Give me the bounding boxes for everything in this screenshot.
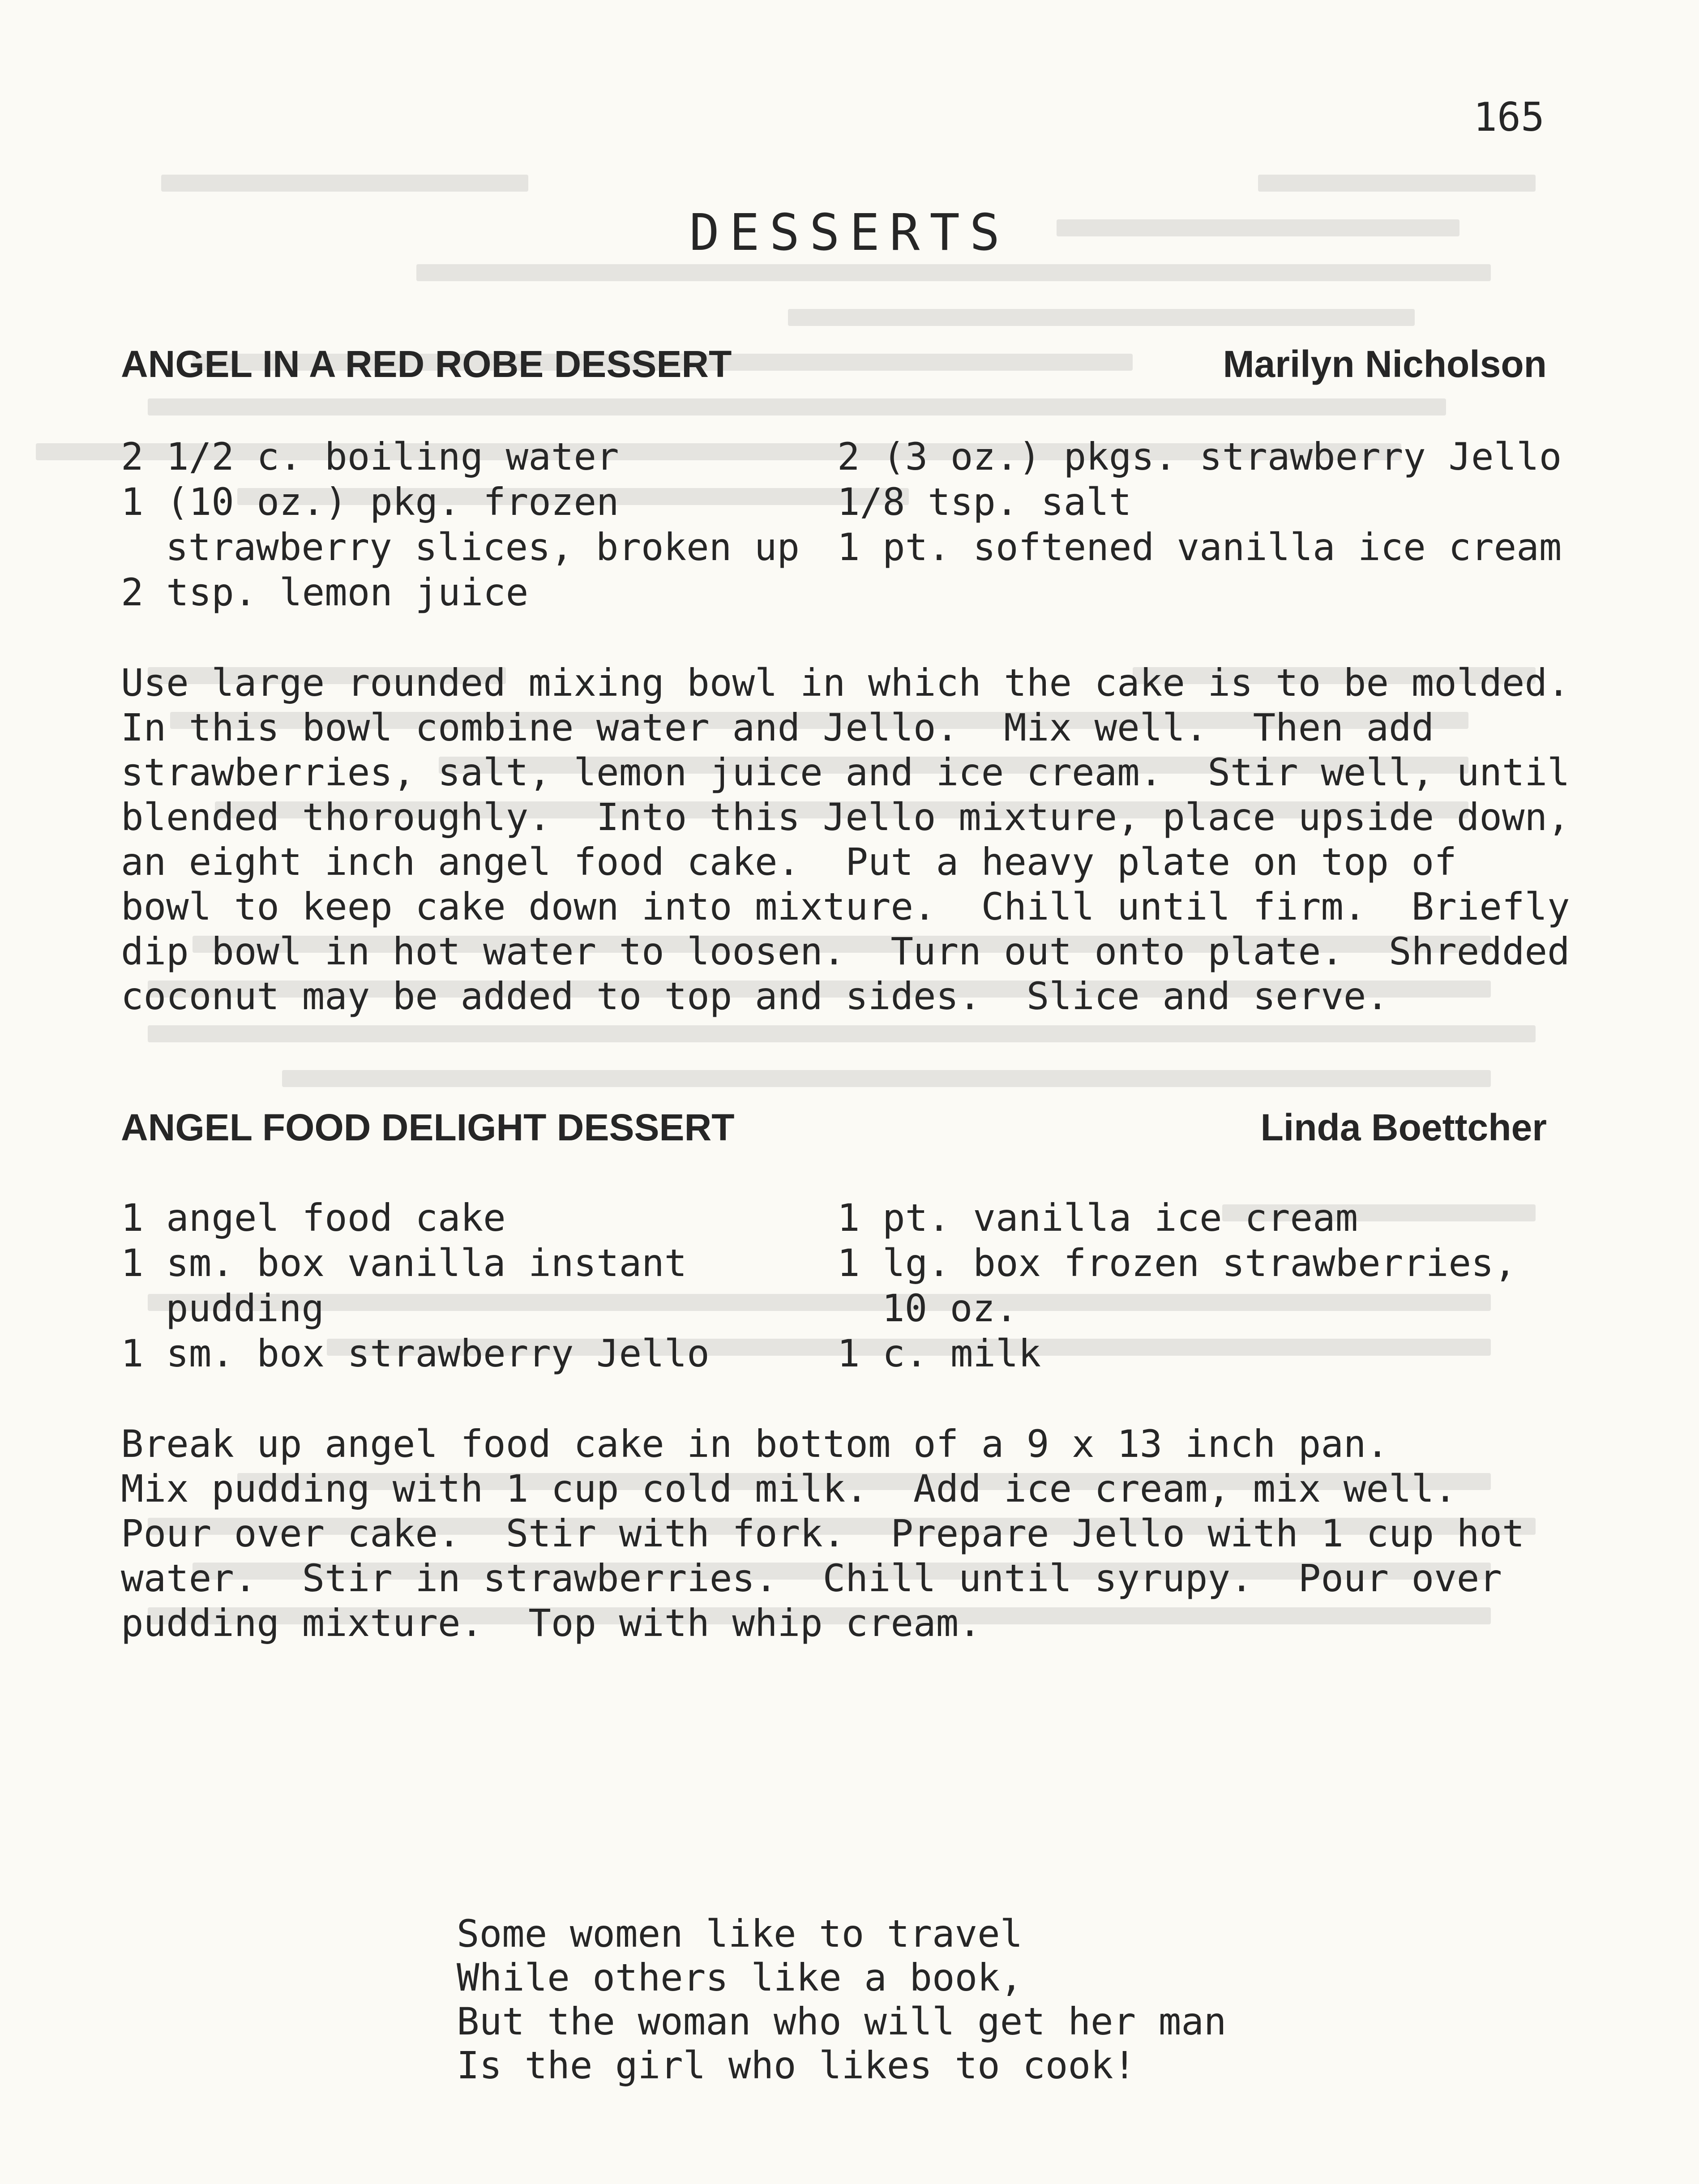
poem-line: Is the girl who likes to cook! xyxy=(457,2043,1136,2087)
ingredient: 2 tsp. lemon juice xyxy=(121,570,529,614)
ingredients-right xyxy=(837,434,1562,570)
poem xyxy=(457,1912,1226,2087)
poem-line: Some women like to travel xyxy=(457,1912,1023,1956)
ingredient: 1 angel food cake xyxy=(121,1196,506,1240)
ingredient: 2 (3 oz.) pkgs. strawberry Jello xyxy=(837,435,1562,479)
direction-line: water. Stir in strawberries. Chill until syrupy. Pour over xyxy=(121,1556,1502,1600)
poem-line: While others like a book, xyxy=(457,1956,1023,2000)
recipe-author: Marilyn Nicholson xyxy=(1223,343,1547,385)
direction-line: Use large rounded mixing bowl in which the cake is to be molded. xyxy=(121,661,1570,705)
page-number: 165 xyxy=(1473,94,1545,140)
direction-line: blended thoroughly. Into this Jello mixture, place upside down, xyxy=(121,795,1570,839)
ingredient: 1 lg. box frozen strawberries, xyxy=(837,1241,1517,1285)
direction-line: pudding mixture. Top with whip cream. xyxy=(121,1601,981,1645)
show-through-line xyxy=(416,264,1491,281)
recipe-header xyxy=(121,343,1547,386)
ingredients-left xyxy=(121,434,819,615)
ingredient: 2 1/2 c. boiling water xyxy=(121,435,619,479)
ingredient: 1 pt. vanilla ice cream xyxy=(837,1196,1358,1240)
direction-line: coconut may be added to top and sides. Slice and serve. xyxy=(121,974,1389,1018)
show-through-line xyxy=(148,398,1446,415)
ingredient: 1 (10 oz.) pkg. frozen xyxy=(121,480,619,524)
ingredient: 1 c. milk xyxy=(837,1332,1041,1375)
ingredient: 10 oz. xyxy=(882,1286,1018,1330)
direction-line: Mix pudding with 1 cup cold milk. Add ice cream, mix well. xyxy=(121,1467,1457,1511)
recipe-header xyxy=(121,1106,1547,1149)
direction-line: strawberries, salt, lemon juice and ice cream. Stir well, until xyxy=(121,750,1570,794)
ingredient: 1 sm. box strawberry Jello xyxy=(121,1332,710,1375)
show-through-line xyxy=(788,309,1415,326)
direction-line: an eight inch angel food cake. Put a heavy plate on top of xyxy=(121,840,1457,884)
recipe-title: ANGEL FOOD DELIGHT DESSERT xyxy=(121,1106,735,1148)
recipe-author: Linda Boettcher xyxy=(1260,1106,1547,1148)
show-through-line xyxy=(282,1070,1491,1087)
direction-line: In this bowl combine water and Jello. Mix well. Then add xyxy=(121,706,1434,749)
recipe-directions xyxy=(121,1422,1576,1645)
recipe-directions xyxy=(121,660,1576,1019)
show-through-line xyxy=(1258,175,1536,192)
direction-line: dip bowl in hot water to loosen. Turn out onto plate. Shredded xyxy=(121,929,1570,973)
section-title: DESSERTS xyxy=(689,204,1010,262)
poem-line: But the woman who will get her man xyxy=(457,2000,1227,2043)
ingredients-left xyxy=(121,1195,819,1376)
ingredient: strawberry slices, broken up xyxy=(166,525,800,569)
ingredient: 1/8 tsp. salt xyxy=(837,480,1132,524)
ingredient: 1 pt. softened vanilla ice cream xyxy=(837,525,1562,569)
direction-line: Break up angel food cake in bottom of a 9 x 13 inch pan. xyxy=(121,1422,1389,1466)
direction-line: bowl to keep cake down into mixture. Chill until firm. Briefly xyxy=(121,885,1570,929)
show-through-line xyxy=(148,1025,1536,1042)
show-through-line xyxy=(161,175,528,192)
ingredients-right xyxy=(837,1195,1562,1376)
ingredient: 1 sm. box vanilla instant xyxy=(121,1241,687,1285)
recipe-title: ANGEL IN A RED ROBE DESSERT xyxy=(121,343,732,385)
direction-line: Pour over cake. Stir with fork. Prepare Jello with 1 cup hot xyxy=(121,1512,1525,1555)
ingredient: pudding xyxy=(166,1286,325,1330)
